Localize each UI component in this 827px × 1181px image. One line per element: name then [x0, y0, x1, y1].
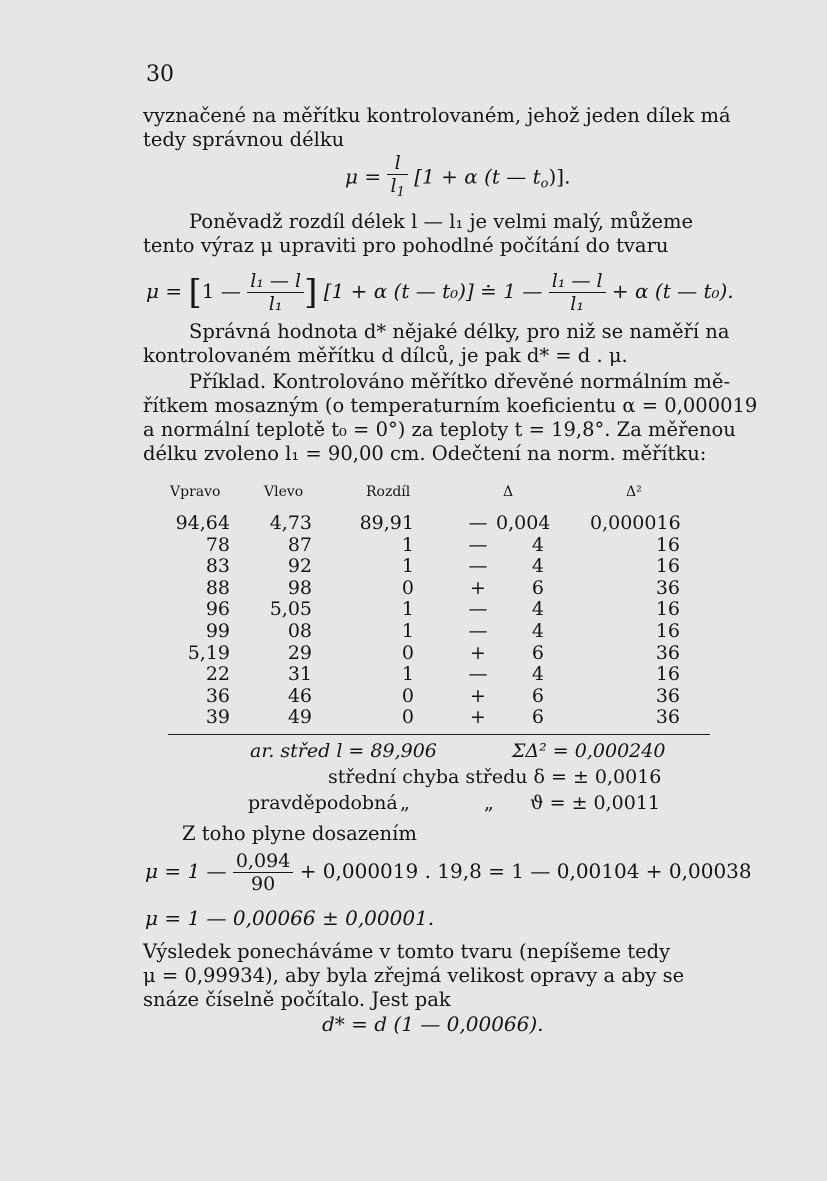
table-cell-vlevo: 98 [287, 576, 312, 599]
eq2-middle: [1 + α (t — t₀)] ≐ 1 — [323, 279, 543, 303]
table-cell-delta: 4 [531, 555, 544, 578]
table-cell-vpravo: 99 [205, 620, 230, 642]
p6-line-1: Výsledek ponecháváme v tomto tvaru (nepíšeme tedy [143, 940, 671, 963]
table-cell-vlevo: 46 [287, 684, 312, 707]
table-cell-delta: 4 [531, 533, 544, 556]
mean-error: střední chyba středu δ = ± 0,0016 [328, 766, 662, 788]
eq1-den-sub: 1 [396, 185, 405, 200]
table-cell-rozdil: 0 [401, 684, 414, 707]
eq1-lhs: μ = [345, 164, 382, 189]
probable-value: ϑ = ± 0,0011 [530, 792, 661, 814]
table-cell-rozdil: 1 [401, 555, 414, 578]
table-cell-delta-sq: 16 [655, 533, 680, 556]
table-cell-delta: 6 [531, 706, 544, 729]
eq1-den-var: l [390, 175, 397, 197]
table-cell-delta: 4 [531, 663, 544, 686]
table-cell-delta-sign: — [468, 533, 488, 556]
equation-4: μ = 1 — 0,00066 ± 0,00001. [145, 906, 435, 930]
eq3-fraction [233, 850, 293, 895]
table-cell-delta-sign: — [468, 663, 488, 686]
eq2-close-bracket: ] [304, 272, 318, 313]
table-cell-vlevo: 49 [287, 706, 312, 729]
p1-line-2: tedy správnou délku [143, 128, 345, 151]
eq2-fraction-2 [549, 270, 606, 315]
table-cell-delta-sq: 36 [655, 684, 680, 707]
sum-squares: ΣΔ² = 0,000240 [512, 740, 666, 762]
eq1-rhs-end: )]. [548, 164, 571, 189]
table-cell-delta-sign: + [470, 684, 486, 707]
ditto-mark-2: „ [484, 792, 494, 814]
table-cell-delta: 6 [531, 684, 544, 707]
eq3-num: 0,094 [235, 850, 291, 872]
eq2-f2-den: l₁ [549, 292, 606, 315]
table-cell-delta-sq: 36 [655, 641, 680, 664]
eq1-rhs: [1 + α (t — t [414, 164, 541, 189]
table-header-vpravo: Vpravo [170, 484, 221, 500]
eq2-end: + α (t — t₀). [611, 279, 734, 303]
p4-line-2: řítkem mosazným (o temperaturním koeficientu α = 0,000019 [143, 394, 758, 417]
mean-label: ar. střed l = 89,906 [250, 740, 437, 762]
table-cell-vpravo: 5,19 [187, 641, 230, 664]
table-cell-vpravo: 83 [205, 555, 230, 578]
ditto-mark-1: „ [400, 792, 410, 814]
eq2-open-bracket: [ [188, 272, 202, 313]
table-cell-vlevo: 29 [287, 641, 312, 664]
table-cell-delta-sign: — [468, 598, 488, 621]
eq2-lhs: μ = [146, 279, 183, 303]
table-cell-vlevo: 4,73 [269, 512, 312, 534]
paragraph-1 [143, 104, 731, 152]
table-cell-rozdil: 89,91 [359, 512, 414, 534]
table-cell-delta: 6 [531, 641, 544, 664]
eq3-den: 90 [233, 872, 293, 895]
table-cell-delta-sign: + [470, 706, 486, 729]
p2-line-2: tento výraz μ upraviti pro pohodlné počítání do tvaru [143, 234, 669, 257]
table-cell-delta: 4 [531, 620, 544, 642]
p2-line-1: Poněvadž rozdíl délek l — l₁ je velmi malý, můžeme [189, 210, 694, 233]
table-cell-delta-sq: 0,000016 [590, 512, 681, 534]
table-cell-rozdil: 0 [401, 641, 414, 664]
table-cell-delta-sq: 36 [655, 706, 680, 729]
paragraph-5: Z toho plyne dosazením [182, 822, 417, 845]
paragraph-2 [143, 210, 723, 258]
table-cell-vlevo: 31 [287, 663, 312, 686]
table-cell-vlevo: 5,05 [269, 598, 312, 621]
paragraph-4 [143, 370, 758, 466]
table-cell-rozdil: 1 [401, 533, 414, 556]
table-header-rozdil: Rozdíl [366, 484, 411, 500]
table-cell-rozdil: 0 [401, 576, 414, 599]
eq2-f1-num: l₁ — l [250, 270, 302, 292]
table-cell-rozdil: 0 [401, 706, 414, 729]
table-cell-rozdil: 1 [401, 663, 414, 686]
table-cell-delta-sign: — [468, 555, 488, 578]
table-rule [168, 734, 710, 735]
table-cell-vlevo: 87 [287, 533, 312, 556]
table-cell-delta: 4 [531, 598, 544, 621]
table-cell-delta-sign: + [470, 576, 486, 599]
table-header-delta-sq: Δ² [626, 484, 642, 500]
eq3-lhs: μ = 1 — [145, 859, 227, 883]
equation-3 [145, 850, 752, 895]
eq1-fraction [387, 152, 407, 204]
table-cell-delta-sq: 16 [655, 555, 680, 578]
table-cell-delta-sq: 36 [655, 576, 680, 599]
table-cell-delta-sign: + [470, 641, 486, 664]
table-cell-delta-sign: — [468, 620, 488, 642]
table-cell-vpravo: 88 [205, 576, 230, 599]
table-cell-vpravo: 36 [205, 684, 230, 707]
table-cell-delta-sq: 16 [655, 620, 680, 642]
p1-line-1: vyznačené na měřítku kontrolovaném, jehož jeden dílek má [143, 104, 731, 127]
table-cell-rozdil: 1 [401, 598, 414, 621]
table-cell-vpravo: 22 [205, 663, 230, 686]
table-cell-delta-sq: 16 [655, 598, 680, 621]
table-cell-vpravo: 78 [205, 533, 230, 556]
eq2-fraction-1 [247, 270, 304, 315]
eq3-rhs: + 0,000019 . 19,8 = 1 — 0,00104 + 0,00038 [299, 859, 752, 883]
paragraph-6 [143, 940, 723, 1012]
table-cell-delta: 0,004 [496, 512, 551, 534]
probable-label: pravděpodobná [248, 792, 398, 814]
page-number: 30 [146, 62, 174, 87]
p4-line-4: délku zvoleno l₁ = 90,00 cm. Odečtení na norm. měřítku: [143, 442, 707, 465]
eq2-f2-num: l₁ — l [551, 270, 603, 292]
table-cell-vlevo: 08 [287, 620, 312, 642]
p6-line-2: μ = 0,99934), aby byla zřejmá velikost opravy a aby se [143, 964, 685, 987]
table-cell-delta-sq: 16 [655, 663, 680, 686]
table-cell-rozdil: 1 [401, 620, 414, 642]
table-cell-delta: 6 [531, 576, 544, 599]
p3-line-2: kontrolovaném měřítku d dílců, je pak d* = d . μ. [143, 344, 628, 367]
eq2-f1-den: l₁ [247, 292, 304, 315]
table-cell-delta-sign: — [468, 512, 488, 534]
equation-5: d* = d (1 — 0,00066). [322, 1012, 544, 1036]
p3-line-1: Správná hodnota d* nějaké délky, pro niž se naměří na [189, 320, 730, 343]
table-cell-vpravo: 39 [205, 706, 230, 729]
table-cell-vpravo: 96 [205, 598, 230, 621]
eq1-rhs-sub: o [540, 176, 549, 192]
eq2-one: 1 — [201, 279, 241, 303]
equation-1 [345, 152, 570, 204]
table-header-vlevo: Vlevo [264, 484, 304, 500]
table-cell-vlevo: 92 [287, 555, 312, 578]
table-header-delta: Δ [503, 484, 514, 500]
p4-line-3: a normální teplotě t₀ = 0°) za teploty t = 19,8°. Za měřenou [143, 418, 736, 441]
p6-line-3: snáze číselně počítalo. Jest pak [143, 988, 451, 1011]
table-cell-vpravo: 94,64 [175, 512, 230, 534]
equation-2 [146, 270, 734, 315]
paragraph-3 [143, 320, 730, 368]
eq1-frac-num: l [394, 152, 401, 174]
p4-line-1: Příklad. Kontrolováno měřítko dřevěné normálním mě- [189, 370, 731, 393]
eq1-frac-den [387, 174, 407, 204]
